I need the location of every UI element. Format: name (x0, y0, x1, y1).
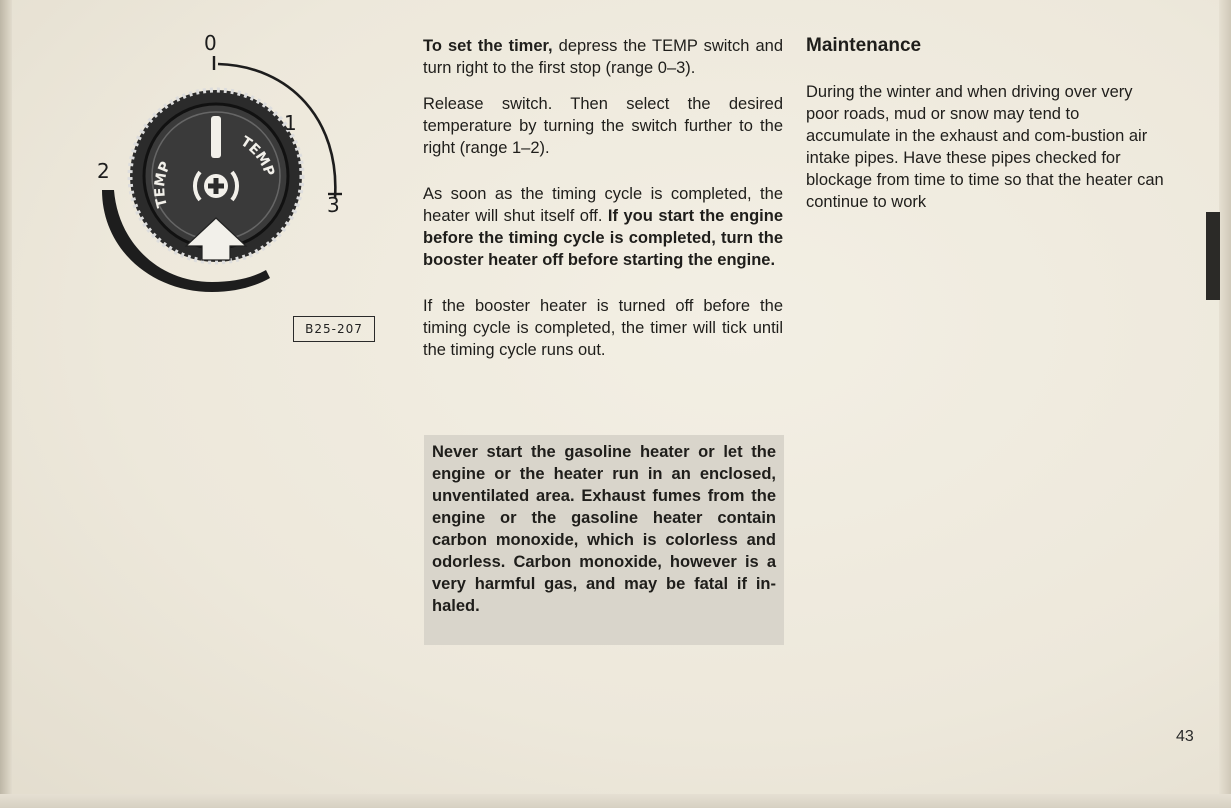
timing-cycle-text: As soon as the timing cycle is completed, the heater will shut itself off. (423, 185, 783, 225)
page-number: 43 (1176, 728, 1194, 745)
carbon-monoxide-warning: Never start the gasoline heater or let the engine or the heater run in an enclosed, unventilated area. Exhaust fumes from the engine or the gasoline heater contain carbon monoxide, which is colorless and odorless. Carbon monoxide, however is a very harmful gas, and may be fatal if in-haled. (424, 435, 784, 645)
timing-cycle-bold-text: If you start the engine before the timing cycle is completed, turn the booster heater off before starting the engine. (423, 207, 783, 269)
timer-knob-illustration (60, 20, 400, 350)
heater-off-paragraph: If the booster heater is turned off before the timing cycle is completed, the timer will tick until the timing cycle runs out. (423, 297, 783, 359)
scale-label-0: 0 (204, 31, 217, 55)
knob-indicator-bar (211, 116, 221, 158)
page-edge (1219, 0, 1231, 808)
knob-label-left: TEMP (152, 159, 175, 210)
figure-reference-label: B25-207 (293, 316, 375, 342)
timing-cycle-paragraph (423, 183, 783, 271)
right-column (806, 35, 1168, 213)
timer-knob-figure (60, 20, 400, 350)
binding-edge (0, 0, 12, 808)
timer-instructions-lead: To set the timer, (423, 37, 553, 55)
release-switch-paragraph: Release switch. Then select the desired temperature by turning the switch further to the right (range 1–2). (423, 95, 783, 157)
scale-label-1: 1 (284, 111, 297, 135)
maintenance-paragraph: During the winter and when driving over very poor roads, mud or snow may tend to accumulate in the exhaust and com-bustion air intake pipes. Have these pipes checked for blockage from time to time so that the heater can continue to work (806, 83, 1164, 211)
scale-label-3: 3 (327, 193, 340, 217)
thumb-index-tab (1206, 212, 1220, 300)
knob-label-right: TEMP (237, 133, 278, 179)
section-heading: Maintenance (806, 35, 922, 56)
timer-instructions (423, 35, 783, 79)
timer-instructions-body: depress the TEMP switch and turn right to the first stop (range 0–3). (423, 37, 783, 77)
scale-label-2: 2 (97, 159, 110, 183)
middle-column (423, 35, 783, 361)
page-bottom-edge (0, 794, 1231, 808)
